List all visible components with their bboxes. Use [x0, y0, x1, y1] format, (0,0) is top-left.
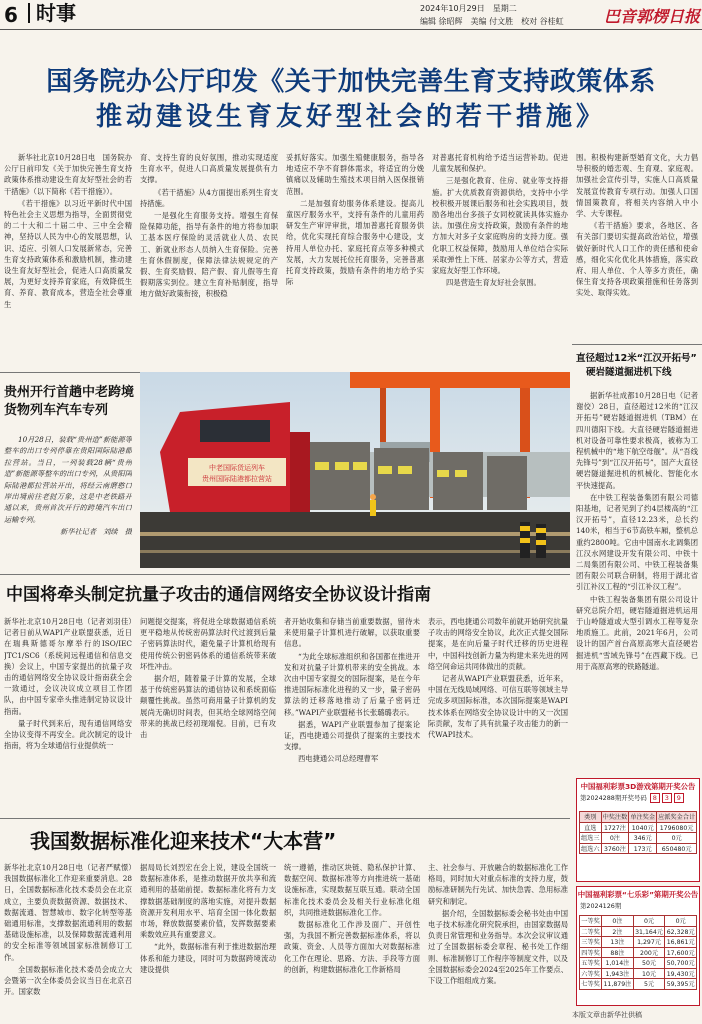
- table-row: 一等奖 0注 0元 0元: [580, 916, 697, 927]
- loco-banner-line-1: 中老国际货运列车: [209, 464, 265, 472]
- main-article-col-1: [4, 152, 132, 368]
- main-headline-line-2: 推动建设生育友好型社会的若干措施》: [95, 102, 606, 132]
- main-article-col-4: [432, 152, 568, 368]
- lottery-3d-box: [576, 778, 700, 882]
- newspaper-logo: 巴音郭楞日报: [604, 7, 701, 26]
- lottery-qlc-box: [576, 886, 700, 1006]
- lottery-ball: 9: [674, 793, 684, 803]
- train-photo-illustration: [140, 372, 570, 568]
- table-row: 组选六 3760注 173元 650480元: [580, 843, 697, 854]
- paragraph: 表示，西电捷通公司数年前就开始研究抗量子攻击的网络安全协议，此次正式提交国际提案，是在向后量子时代迁移的历史进程中，中国科技创新力量为构建未来先进的网络空间命运共同体做出的贡献。: [428, 617, 568, 671]
- lottery-3d-title: 中国福利彩票3D游戏第期开奖公告: [580, 782, 696, 791]
- data-standard-col-4: [428, 862, 568, 1024]
- paragraph: 《若干措施》以习近平新时代中国特色社会主义思想为指导，全面贯彻党的二十大和二十届二中、三中全会精神，坚持以人民为中心的发展思想，认识、适应、引领人口发展新常态，完善生育支持政策体系和激励机制，推动建设生育友好型社会，促进人口高质量发展，为更好支持养育家庭，有效降低生育、养育、教育成本，营造全社会尊重生: [4, 198, 132, 309]
- tunnel-headline-line-1: 直径超过12米“江汉开拓号”: [576, 353, 697, 364]
- section-name: 时事: [28, 3, 76, 23]
- page-header: [0, 0, 702, 30]
- paragraph: 围。积极构建新型婚育文化，大力倡导积极的婚恋观、生育观、家庭观。加强社会宣传引导，实施人口高质量发展宣传教育专项行动。加强人口国情国策教育，将相关内容纳入中小学、大专课程。: [576, 153, 698, 219]
- train-headline-line-2: 货物列车汽车专列: [4, 403, 109, 418]
- tunnel-article: [576, 390, 698, 774]
- table-row: 五等奖 1,014注 50元 50,700元: [580, 958, 697, 969]
- table-row: 七等奖 11,879注 5元 59,395元: [580, 979, 697, 990]
- paragraph: 者开始收集和存储当前重要数据，留待未来使用量子计算机进行破解，以获取重要信息。: [284, 617, 420, 649]
- quantum-headline: 中国将牵头制定抗量子攻击的通信网络安全协议设计指南: [6, 585, 431, 605]
- lottery-qlc-title: 中国福利彩票“七乐彩”第期开奖公告: [577, 890, 699, 899]
- paragraph: 据局局长刘烈宏在会上说，建设全国统一数据标准体系，是推动数据开放共享和流通利用的基础前提。数据标准化将有力支撑数据基础制度的落地实施，对提升数据资源开发利用水平、培育全国一体化数据市场，释放数据要素价值，发挥数据要素乘数效应具有重要意义。: [140, 863, 276, 940]
- paragraph: 据介绍，全国数据标委会秘书处由中国电子技术标准化研究院承担，由国家数据局负责日常管理和业务指导。本次会议审议通过了全国数据标委会章程、秘书处工作细则、标准制修订工作程序等制度文件，以及全国数据标委会2024至2025年工作要点、下设工作组组成方案。: [428, 908, 568, 986]
- paragraph: 新华社北京10月28日电（记者严赋憬）我国数据标准化工作迎来重要消息。28日，全国数据标准化技术委员会在北京成立，主要负责数据资源、数据技术、数据流通、智慧城市、数字化转型等基础通用标准，支撑数据流通利用的数据基础设施标准，以及保障数据流通利用的安全标准等领域国家标准制修订工作。: [4, 863, 132, 962]
- divider: [0, 818, 570, 819]
- paragraph: 据悉，WAPI产业联盟参加了提案论证，西电捷通公司提供了提案的主要技术支撑。: [284, 719, 420, 752]
- divider: [572, 344, 702, 345]
- paragraph: 三是强化教育、住房、就业等支持措施。扩大优质教育资源供给，支持中小学校积极开展课后服务和社会实践项目，鼓励各地出台多孩子女同校就读具体实施办法。加强住房支持政策，鼓励有条件的地方加大对多子女家庭购房的支持力度。强化职工权益保障，鼓励用人单位结合实际采取弹性上下班、居家办公等方式，营造家庭友好型工作环境。: [432, 176, 568, 276]
- paragraph: 问题提交提案，将促进全球数据通信系统更平稳地从传统密码算法时代过渡到后量子密码算法时代，避免量子计算机给现有使用传统公钥密码体系的通信系统带来破坏性冲击。: [140, 617, 276, 671]
- paragraph: 记者从WAPI产业联盟获悉，近年来，中国在无线局域网络、可信互联等领域主导完成多项国际标准，本次国际提案是WAPI技术体系在网络安全协议设计中的又一次国际贡献，发布了具有抗量子攻击能力的新一代WAPI技术。: [428, 674, 568, 740]
- paragraph: 二是加强育幼服务体系建设。提高儿童医疗服务水平，支持有条件的儿童用药研发生产审评审批，增加普惠托育服务供给，优化实现托育综合服务中心建设，支持用人单位办托、家庭托育点等多种模式发展，大力发展托位托育服务，完善普惠托育支持政策，鼓励有条件的地方给予实际: [286, 198, 424, 287]
- issue-date: 2024年10月29日 星期二: [420, 4, 517, 13]
- quantum-col-3: [284, 616, 420, 814]
- divider: [0, 574, 570, 575]
- table-row: 六等奖 1,943注 10元 19,430元: [580, 968, 697, 979]
- photo-credit: 新华社记者 刘续 摄: [60, 527, 132, 537]
- lottery-ball: 8: [650, 793, 660, 803]
- paragraph: 四是营造生育友好社会氛围。: [446, 278, 541, 288]
- quantum-col-1: [4, 616, 132, 814]
- paragraph: 一是强化生育服务支持。增强生育保险保障功能，指导有条件的地方将参加职工基本医疗保险的灵活就业人员、农民工、新就业形态人员纳入生育保险。完善生育休假制度，保障法律法规规定的产假、生育奖励假、陪产假、育儿假等生育假期落实到位。建立生育补贴制度，指导地方做好政策衔接，积极稳: [140, 211, 278, 299]
- paragraph: 统一遵循，推动区块链、隐私保护计算、数据空间、数据标准等方向推进统一基础设施标准，实现数据互联互通。联动全国标准化技术委员会及相关行业标准化组织，共同推进数据标准化工作。: [284, 863, 420, 917]
- quantum-col-4: [428, 616, 568, 814]
- paragraph: 育、支持生育的良好氛围，推动实现适度生育水平，促进人口高质量发展提供有力支撑。: [140, 153, 278, 185]
- paragraph: 全国数据标准化技术委员会成立大会暨第一次全体委员会议当日在北京召开。国家数: [4, 964, 132, 997]
- data-standard-col-1: [4, 862, 132, 1024]
- train-headline-line-1: 贵州开行首趟中老跨境: [4, 385, 135, 400]
- paragraph: 中铁工程装备集团有限公司设计研究总院介绍，硬岩隧道掘进机运用于山岭隧道或大型引调水工程等复杂地质施工。此前，2021年6月，公司设计的国产首台高原高寒大直径硬岩掘进机“雪域先锋号”在西藏下线。已用于高原高寒的铁路隧道。: [576, 594, 698, 671]
- quantum-col-2: [140, 616, 276, 814]
- main-headline-line-1: 国务院办公厅印发《关于加快完善生育支持政策体系: [46, 67, 656, 97]
- caption-text: 10月28日，装载“贵州造”新能源等整车的出口专列停靠在贵阳国际陆港都拉营站。当日，一列装载28辆“贵州造”新能源等整车的出口专列，从贵阳国际陆港都拉营站开出，将经云南磨憨口岸出境前往老挝万象，这是中老铁路开通以来，贵州首次开行的跨境汽车出口运输专列。: [4, 435, 132, 524]
- editor-credits: 编辑 徐昭辉 美编 付文胜 校对 谷桂虹: [420, 17, 564, 26]
- main-article-col-5: [576, 152, 698, 342]
- footer-note: 本版文章由新华社供稿: [572, 1011, 642, 1019]
- paragraph: “为此全球标准组织和各国都在推进开发和对抗量子计算机带来的安全挑战。本次由中国专家提交的国际提案，是在今年推进国际标准化进程的又一步，量子密码算法的迁移落地推动了后量子密码迁移。”WAPI产业联盟秘书长张璐璐表示。: [284, 651, 420, 717]
- table-row: 直选 1727注 1040元 1796080元: [580, 822, 697, 833]
- table-row: 组选三 0注 346元 0元: [580, 833, 697, 844]
- page-number: 6: [4, 3, 18, 27]
- paragraph: 《若干措施》从4方面提出系列生育支持措施。: [140, 187, 278, 208]
- main-article-col-3: [286, 152, 424, 368]
- data-standard-headline: 我国数据标准化迎来技术“大本营”: [30, 829, 337, 853]
- paragraph: 《若干措施》要求，各地区、各有关部门要切实提高政治站位，增强做好新时代人口工作的责任感和使命感，细化实化优化具体措施，落实政府、用人单位、个人等多方责任，确保生育支持各项政策措施和任务落到实处、取得实效。: [576, 221, 698, 298]
- paragraph: 在中铁工程装备集团有限公司德阳基地，记者见到了约4层楼高的“江汉开拓号”，直径12.23米，总长约140米，相当于6节高铁车厢，整机总重约2800吨。它由中国南水北调集团江汉水网建设开发有限公司、中铁十二局集团有限公司、中铁工程装备集团有限公司联合研制，将用于湖北省引江补汉工程的“引江补汉工程”。: [576, 492, 698, 592]
- data-standard-col-2: [140, 862, 276, 1024]
- table-row: 三等奖 13注 1,297元 16,861元: [580, 937, 697, 948]
- table-row: 二等奖 2注 31,164元 62,328元: [580, 926, 697, 937]
- paragraph: 数据标准化工作涉及面广、开创性强，为我国不断完善数据标准体系，将以政策、资金、人员等方面加大对数据标准化工作在理论、思路、方法、手段等方面的创新，构建数据标准化工作新格局: [284, 920, 420, 974]
- paragraph: “此外，数据标准有利于推进数据治理体系和能力建设，同时可为数据跨境流动建设提供: [140, 942, 276, 974]
- data-standard-col-3: [284, 862, 420, 1024]
- main-article-col-2: [140, 152, 278, 368]
- paragraph: 新华社北京10月28日电 国务院办公厅日前印发《关于加快完善生育支持政策体系推动建设生育友好型社会的若干措施》（以下简称《若干措施》）。: [4, 153, 132, 196]
- lottery-ball: 3: [662, 793, 672, 803]
- tunnel-headline-line-2: 硬岩隧道掘进机下线: [586, 367, 672, 378]
- paragraph: 据介绍，随着量子计算的发展，全球基于传统密码算法的通信协议和系统面临颠覆性挑战。虽然可商用量子计算机的发展尚无确切时间表，但其给全球网络空间带来的挑战已经初现端倪。目前，已有攻击: [140, 674, 276, 740]
- table-header-row: 类别 中奖注数 单注奖金 应派奖金合计: [580, 812, 697, 823]
- paragraph: 妥抓好落实。加强生殖健康服务，指导各地适应不孕不育群体需求，将适宜的分娩镇痛以及辅助生殖技术项目纳入医保报销范围。: [286, 153, 424, 196]
- paragraph: 主、社会参与、开放融合的数据标准化工作格局，同时加大对重点标准的支持力度，鼓励标准研制先行先试、加快急需、急用标准研究和制定。: [428, 863, 568, 906]
- loco-banner-line-2: 贵州国际陆港都拉营站: [202, 475, 272, 483]
- train-photo: [140, 372, 570, 568]
- lottery-3d-issue: 第2024288期开奖号码 8 3 9: [577, 792, 699, 804]
- train-caption: [4, 434, 132, 558]
- paragraph: 西电捷通公司总经理曹军: [298, 754, 379, 764]
- lottery-qlc-table: [579, 915, 697, 990]
- table-row: 四等奖 88注 200元 17,600元: [580, 947, 697, 958]
- paragraph: 新华社北京10月28日电（记者刘羽佳）记者日前从WAPI产业联盟获悉，近日在瑞典斯德哥尔摩举行的ISO/IEC JTC1/SC6（系统间远程通信和信息交换）会议上，中国专家提出的抗量子攻击的通信网络安全协议设计指南获全会一致通过，会议决议成立项目工作团队，由中国专家牵头推进制定协议设计指南。: [4, 617, 132, 716]
- paragraph: 对普惠托育机构给予适当运营补助。促进儿童发展和保护。: [432, 153, 568, 174]
- lottery-qlc-issue: 第2024126期: [580, 902, 622, 910]
- paragraph: 据新华社成都10月28日电（记者谢佼）28日，直径超过12米的“江汉开拓号”硬岩隧道掘进机（TBM）在四川德阳下线。大直径硬岩隧道掘进机对设备可靠性要求极高，被称为工程机械中的“地下航空母舰”。从“吾线先锋号”到“江汉开拓号”，国产大直径硬岩隧道掘进机的机械化、智能化水平快速提高。: [576, 391, 698, 490]
- paragraph: 量子时代到来后，现有通信网络安全协议变得不再安全。此次制定的设计指南，将为全球通信行业提供统一: [4, 718, 132, 751]
- lottery-3d-table: [579, 811, 697, 854]
